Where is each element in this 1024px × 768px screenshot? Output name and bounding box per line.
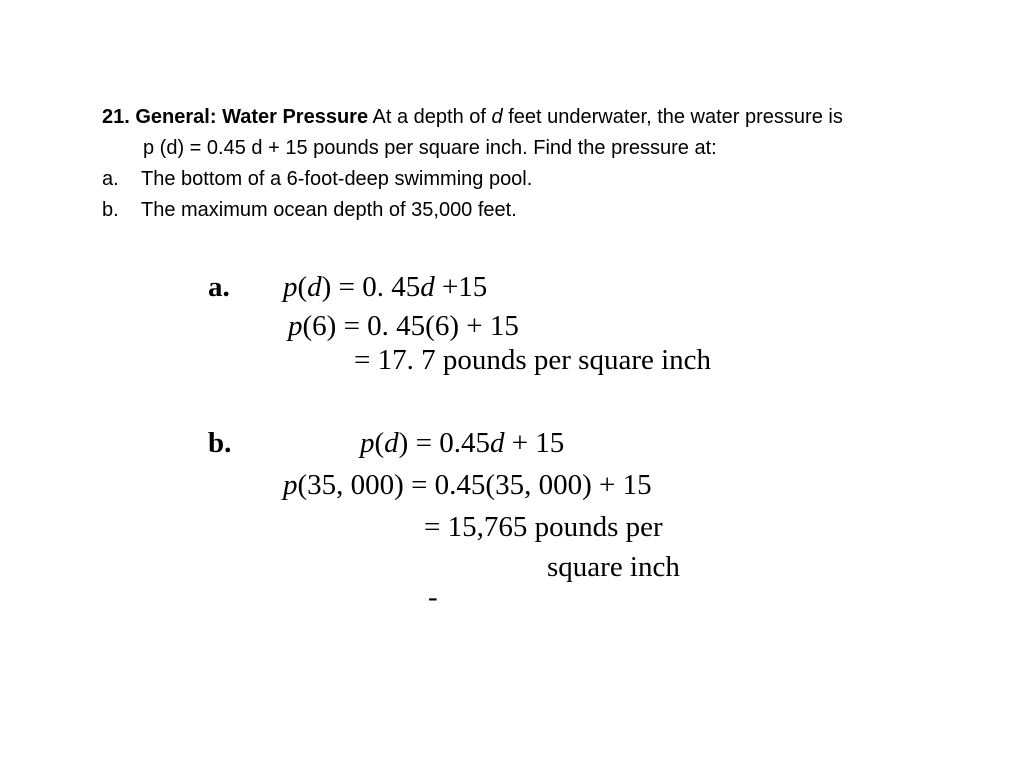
problem-heading-line (102, 102, 1002, 133)
problem-statement (102, 102, 1002, 226)
function-p: p (360, 427, 375, 459)
problem-intro-variable: d (491, 106, 503, 128)
paren-close: ) (398, 427, 409, 459)
rhs-constant: +15 (434, 271, 488, 303)
solution-b-label: b. (208, 427, 232, 459)
solution-b-result-units: square inch (547, 551, 680, 583)
rhs-constant: + 15 (504, 427, 565, 459)
rhs-coefficient: = 0. 45 (331, 271, 421, 303)
variable-d: d (384, 427, 399, 459)
item-a-text: The bottom of a 6-foot-deep swimming pool. (141, 168, 533, 190)
solution-b-line2 (283, 470, 652, 500)
rhs-variable-d: d (420, 271, 435, 303)
function-p: p (283, 271, 298, 303)
solution-a-line1 (283, 272, 487, 302)
item-b-letter: b. (102, 199, 119, 221)
problem-intro-b: feet underwater, the water pressure is (508, 106, 843, 128)
variable-d: d (307, 271, 322, 303)
stray-mark: - (428, 581, 438, 613)
function-p: p (283, 469, 298, 501)
solution-a-line2 (288, 311, 519, 341)
problem-item-b (102, 195, 1002, 226)
item-b-text: The maximum ocean depth of 35,000 feet. (141, 199, 517, 221)
problem-number: 21. (102, 106, 130, 128)
solution-a-result: = 17. 7 pounds per square inch (354, 344, 712, 376)
solution-b-result: = 15,765 pounds per (424, 511, 663, 543)
solution-a-label: a. (208, 271, 230, 303)
paren-close: ) (321, 271, 332, 303)
problem-intro-a: At a depth of (372, 106, 486, 128)
problem-formula-line: p (d) = 0.45 d + 15 pounds per square inch. Find the pressure at: (143, 137, 717, 159)
rhs-coefficient: = 0.45 (408, 427, 490, 459)
substitution: (6) = 0. 45(6) + 15 (302, 310, 519, 342)
paren-open: ( (297, 271, 308, 303)
problem-title: General: Water Pressure (135, 106, 369, 128)
item-a-letter: a. (102, 168, 119, 190)
paren-open: ( (374, 427, 385, 459)
substitution: (35, 000) = 0.45(35, 000) + 15 (297, 469, 652, 501)
problem-item-a (102, 164, 1002, 195)
solution-b-line1 (360, 428, 564, 458)
function-p: p (288, 310, 303, 342)
rhs-variable-d: d (489, 427, 505, 459)
